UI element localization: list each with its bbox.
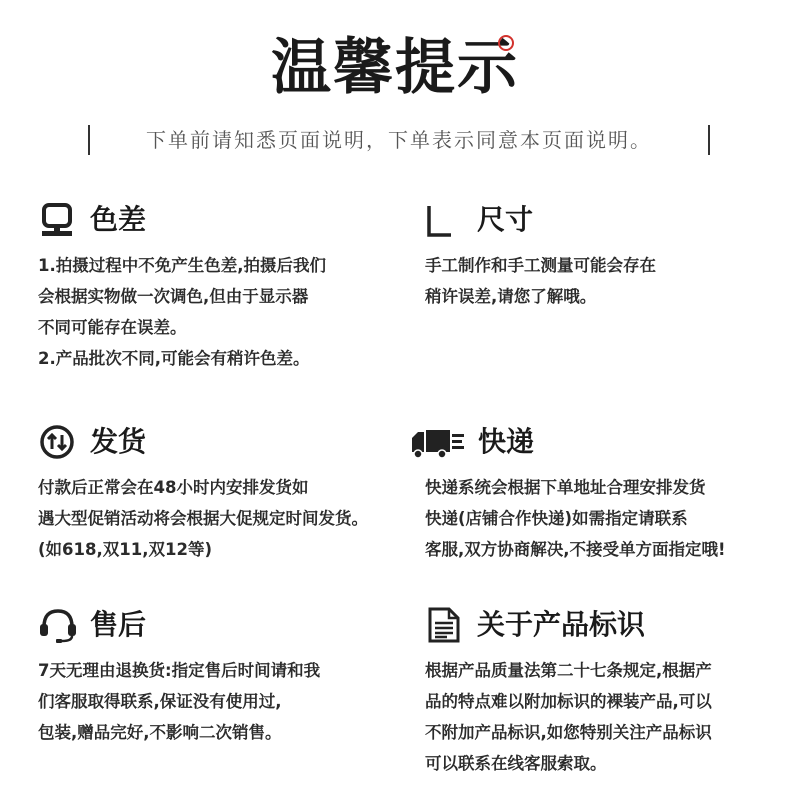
- section-title: 关于产品标识: [477, 608, 646, 641]
- text-line: 可以联系在线客服索取。: [425, 754, 607, 773]
- section-body: [38, 472, 398, 565]
- text-line: 快递(店铺合作快递)如需指定请联系: [425, 509, 688, 528]
- text-line: 会根据实物做一次调色,但由于显示器: [38, 287, 309, 306]
- text-line: (如618,双11,双12等): [38, 540, 212, 559]
- text-line: 快递系统会根据下单地址合理安排发货: [425, 478, 706, 497]
- section-header: [425, 605, 785, 645]
- section-title: 售后: [90, 608, 147, 641]
- section-body: [425, 472, 785, 565]
- text-line: 客服,双方协商解决,不接受单方面指定哦!: [425, 540, 726, 559]
- headset-icon: [38, 607, 78, 643]
- text-line: 遇大型促销活动将会根据大促规定时间发货。: [38, 509, 368, 528]
- section-body: [425, 655, 785, 779]
- section-header: [410, 422, 770, 462]
- section-body: [425, 250, 785, 312]
- section-header: [38, 605, 398, 645]
- text-line: 包装,赠品完好,不影响二次销售。: [38, 723, 282, 742]
- text-line: 不同可能存在误差。: [38, 318, 187, 337]
- section-header: [38, 422, 398, 462]
- delivery-truck-icon: [410, 424, 466, 460]
- page-title: 温馨提示: [271, 33, 519, 103]
- section-title: 色差: [90, 203, 147, 236]
- title-accent-circle: [498, 35, 514, 51]
- text-line: 手工制作和手工测量可能会存在: [425, 256, 656, 275]
- shipping-cycle-icon: [38, 424, 78, 460]
- ruler-corner-icon: [425, 202, 465, 238]
- text-line: 根据产品质量法第二十七条规定,根据产: [425, 661, 712, 680]
- section-title: 快递: [478, 425, 535, 458]
- text-line: 品的特点难以附加标识的裸装产品,可以: [425, 692, 712, 711]
- text-line: 们客服取得联系,保证没有使用过,: [38, 692, 282, 711]
- text-line: 付款后正常会在48小时内安排发货如: [38, 478, 309, 497]
- section-header: [38, 200, 398, 240]
- subtitle-right-bar: [708, 125, 710, 155]
- text-line: 不附加产品标识,如您特别关注产品标识: [425, 723, 712, 742]
- text-line: 1.拍摄过程中不免产生色差,拍摄后我们: [38, 256, 327, 275]
- monitor-icon: [38, 202, 78, 238]
- page-subtitle: 下单前请知悉页面说明，下单表示同意本页面说明。: [146, 128, 652, 152]
- section-body: [38, 655, 398, 748]
- text-line: 稍许误差,请您了解哦。: [425, 287, 597, 306]
- section-body: [38, 250, 398, 374]
- text-line: 2.产品批次不同,可能会有稍许色差。: [38, 349, 310, 368]
- text-line: 7天无理由退换货:指定售后时间请和我: [38, 661, 321, 680]
- section-title: 发货: [90, 425, 147, 458]
- document-icon: [425, 607, 465, 643]
- section-title: 尺寸: [477, 203, 534, 236]
- section-header: [425, 200, 785, 240]
